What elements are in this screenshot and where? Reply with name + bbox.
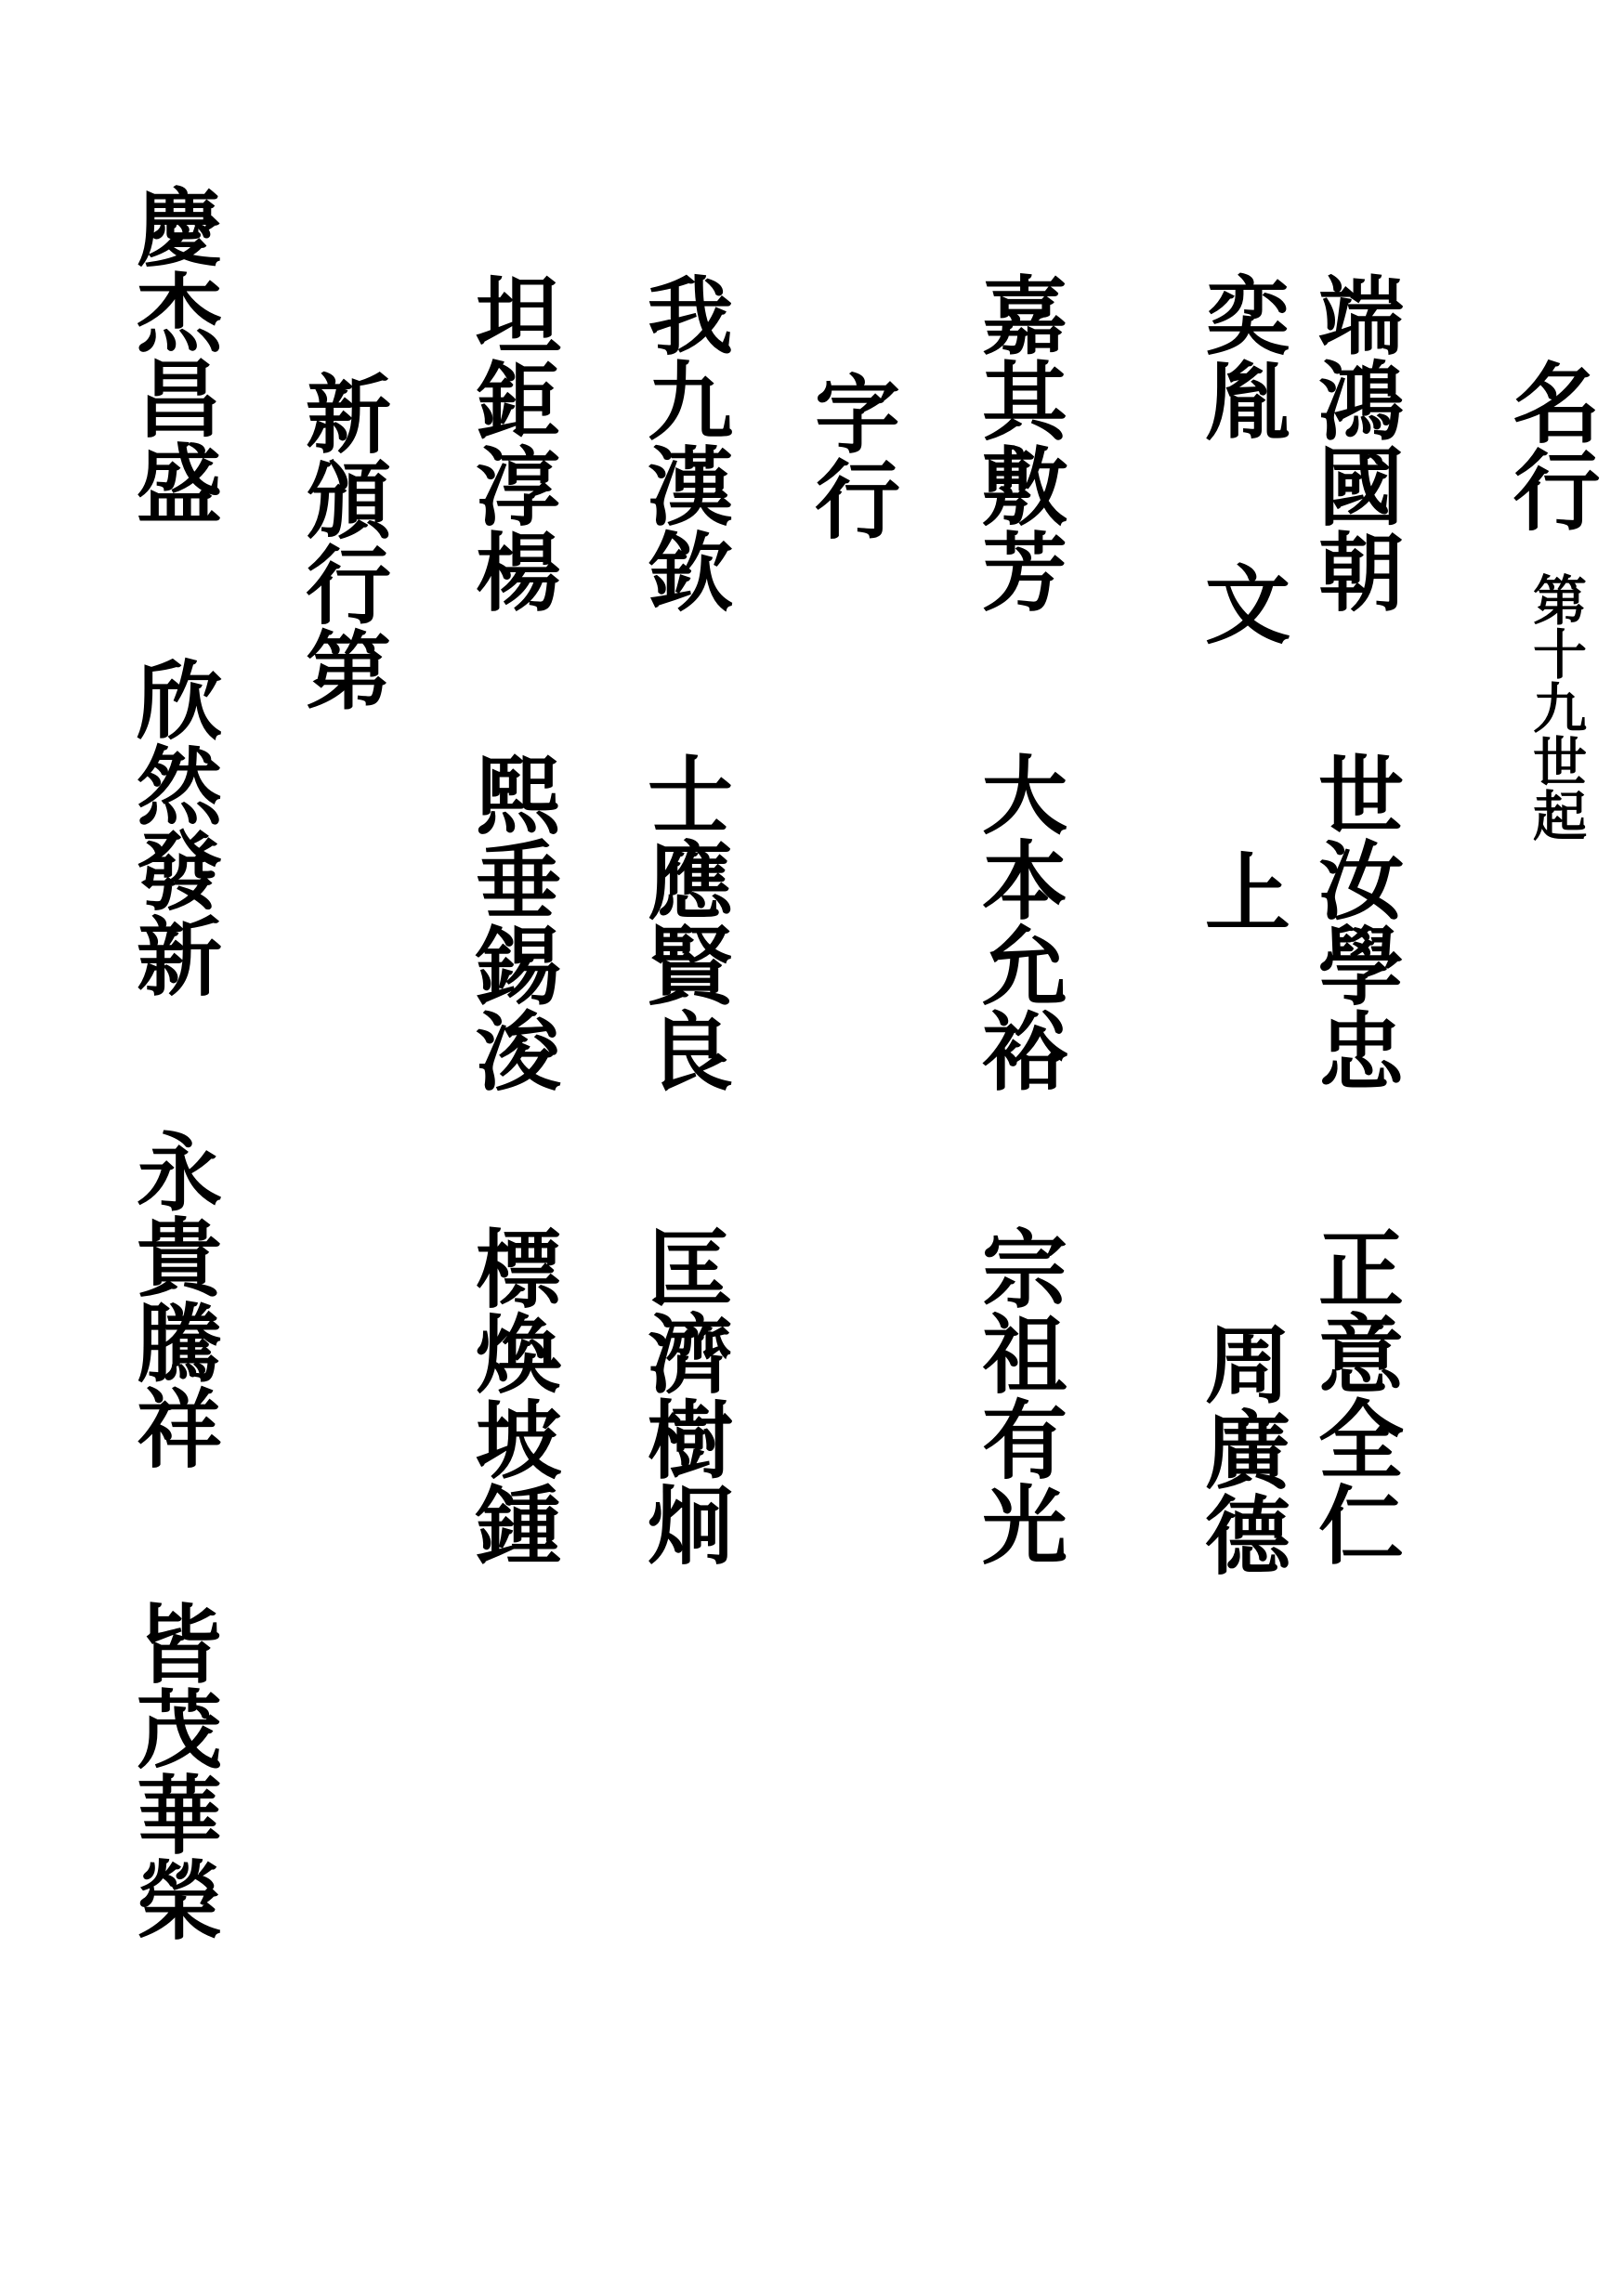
name-group: 上 bbox=[1191, 848, 1291, 934]
name-group: 熙垂錫浚 bbox=[462, 751, 562, 1092]
names-column-1 bbox=[1304, 0, 1405, 2275]
name-group: 文 bbox=[1191, 560, 1291, 646]
names-column-3 bbox=[968, 0, 1068, 2275]
name-group: 我九漢欽 bbox=[634, 271, 734, 613]
name-group: 大本允裕 bbox=[968, 751, 1068, 1092]
name-group: 標煥坡鍾 bbox=[462, 1224, 562, 1566]
name-group: 世汝學忠 bbox=[1304, 751, 1405, 1092]
name-group: 奕胤 bbox=[1191, 271, 1291, 442]
name-group: 正意全仁 bbox=[1304, 1224, 1405, 1566]
new-heading: 新頒行第 bbox=[292, 370, 392, 712]
title-note-column bbox=[1524, 0, 1593, 2275]
name-group: 永貴騰祥 bbox=[123, 1128, 223, 1470]
title-note: 第十九世起 bbox=[1524, 572, 1587, 842]
name-group: 端鴻國朝 bbox=[1304, 271, 1405, 613]
name-group: 嘉其敷芳 bbox=[968, 271, 1068, 613]
courtesy-column-1 bbox=[634, 0, 734, 2275]
name-group: 坦鉅淳楊 bbox=[462, 271, 562, 613]
name-group: 士應賢良 bbox=[634, 751, 734, 1092]
name-group: 宗祖有光 bbox=[968, 1224, 1068, 1566]
name-group: 周廣德 bbox=[1191, 1320, 1291, 1576]
name-group: 皆茂華榮 bbox=[123, 1600, 223, 1942]
courtesy-column-2 bbox=[462, 0, 562, 2275]
name-group: 慶杰昌盛 bbox=[123, 183, 223, 525]
new-heading-column bbox=[292, 0, 392, 2275]
courtesy-heading: 字行 bbox=[801, 370, 901, 541]
courtesy-heading-column bbox=[801, 0, 901, 2275]
name-group: 欣然發新 bbox=[123, 656, 223, 998]
name-group: 匡濟樹炯 bbox=[634, 1224, 734, 1566]
new-names-column bbox=[123, 0, 223, 2275]
names-column-2 bbox=[1191, 0, 1291, 2275]
title-text: 名行 bbox=[1498, 358, 1600, 532]
